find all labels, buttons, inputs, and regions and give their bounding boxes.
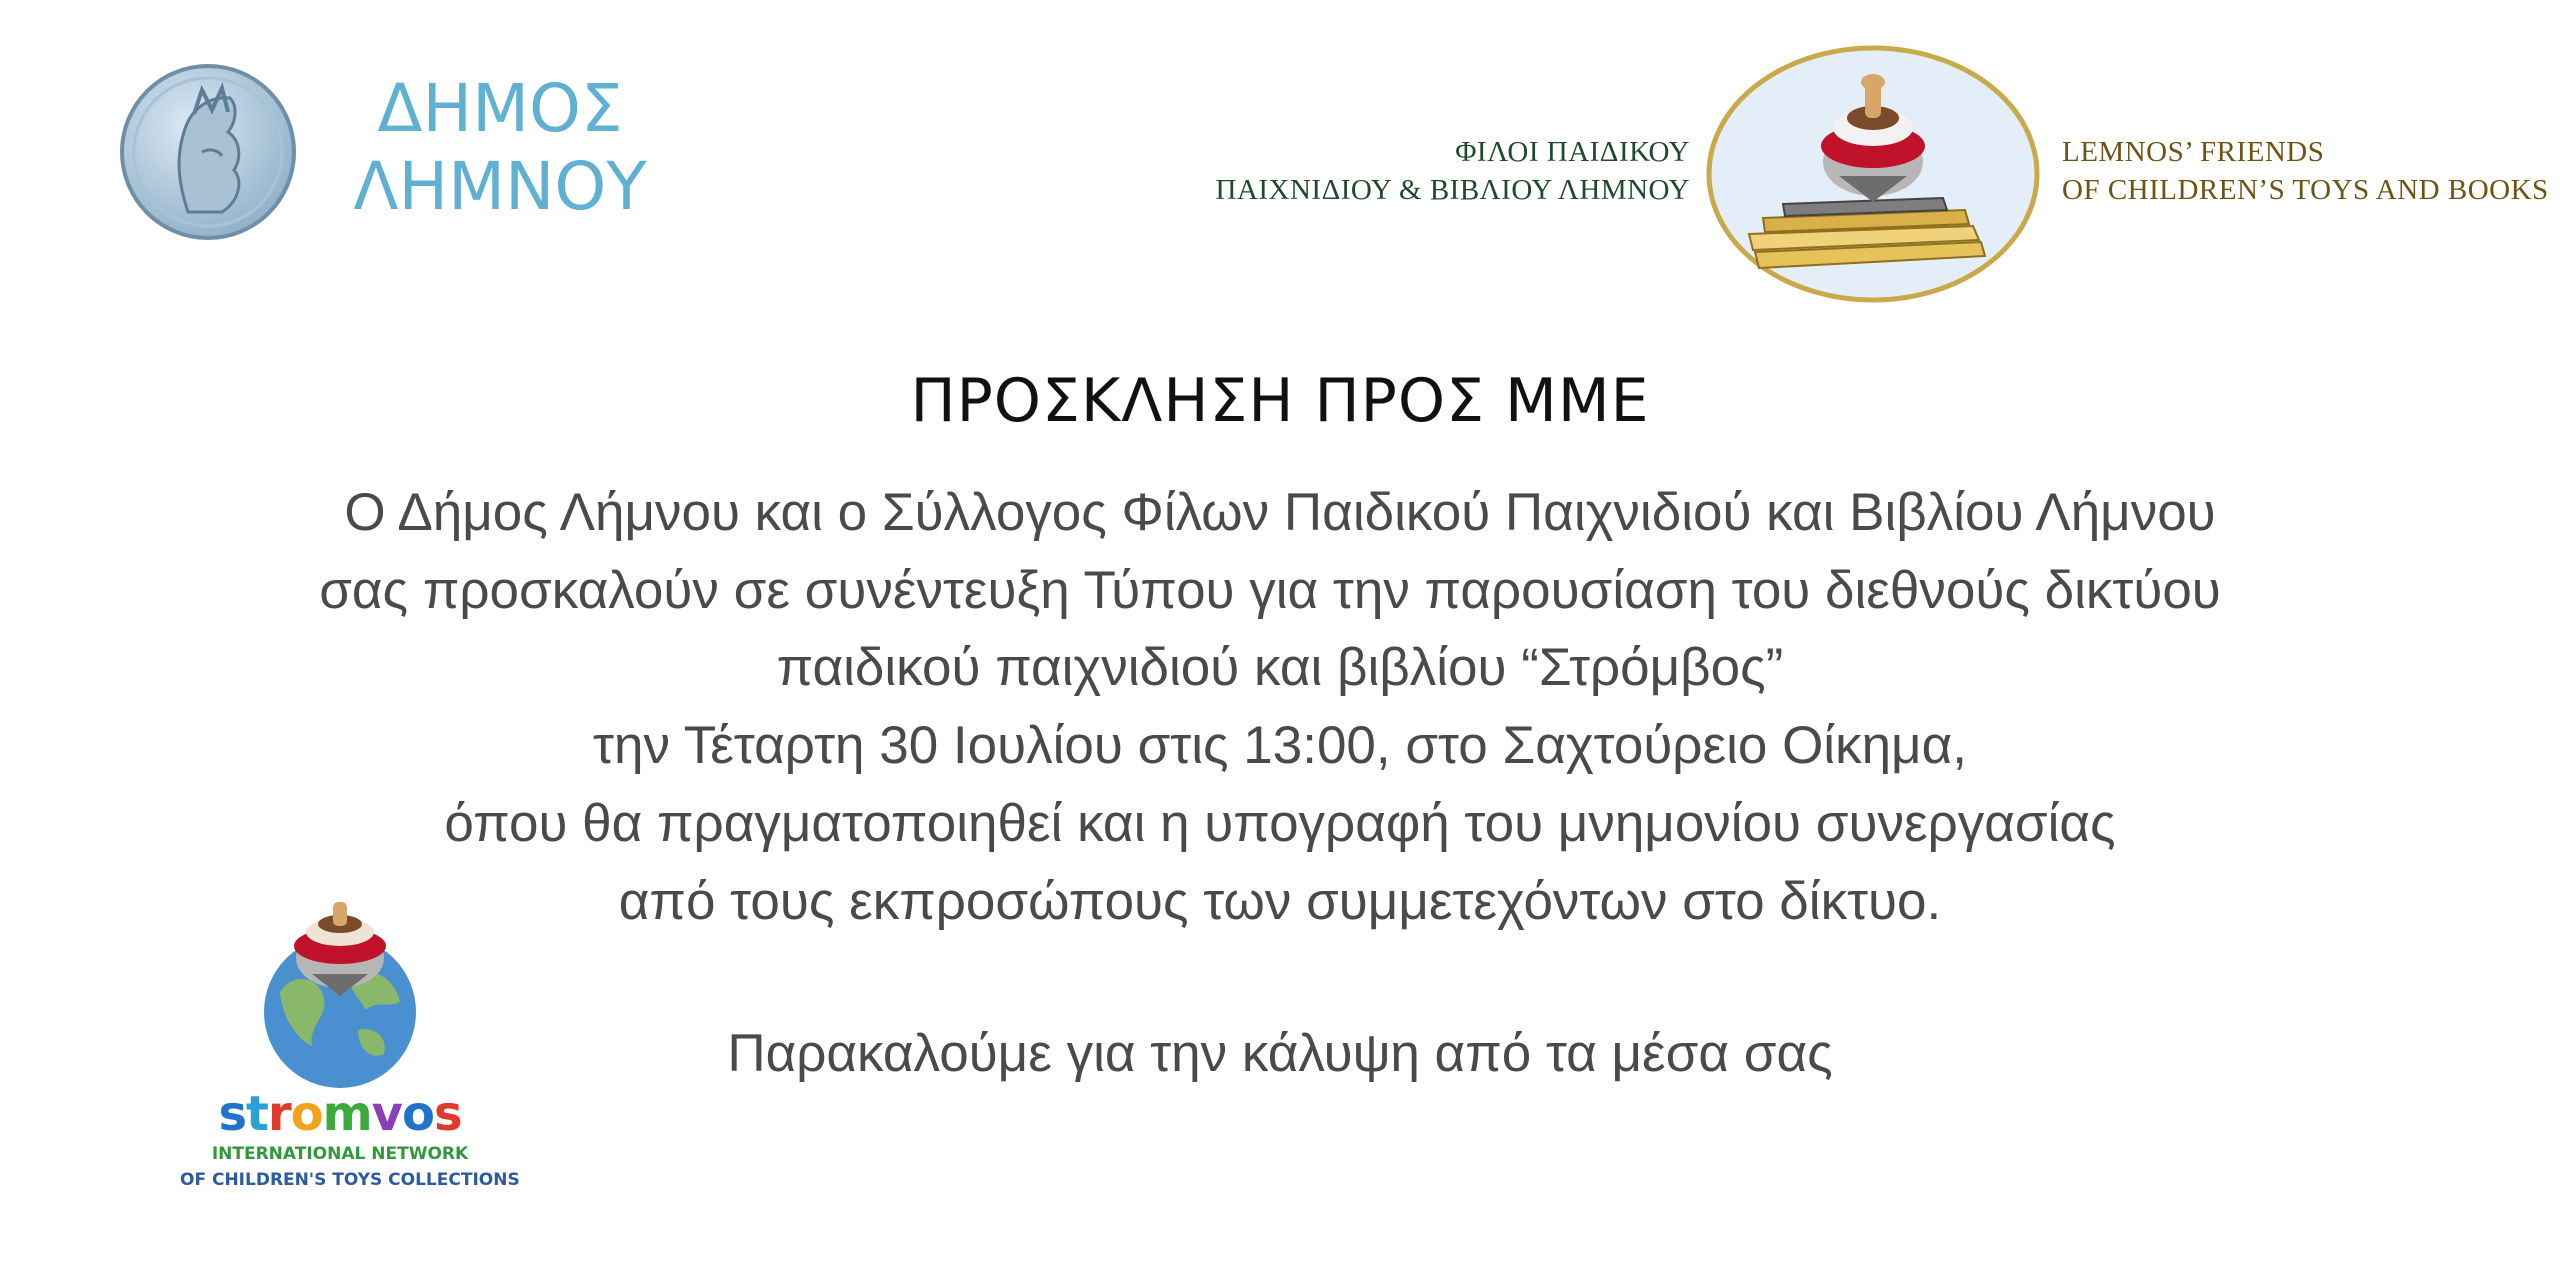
body-line-6: από τους εκπροσώπους των συμμετεχόντων στο δίκτυο. — [618, 872, 1942, 931]
stromvos-tagline-line2: OF CHILDREN'S TOYS COLLECTIONS — [180, 1170, 520, 1190]
stromvos-globe-top-logo — [250, 900, 430, 1090]
stromvos-letter: o — [401, 1086, 434, 1142]
body-line-3: παιδικού παιχνιδιού και βιβλίου “Στρόμβος” — [776, 638, 1784, 697]
stromvos-letter: t — [246, 1086, 268, 1142]
municipality-name-line1: ΔΗΜΟΣ — [377, 70, 623, 147]
municipality-coin-logo — [118, 62, 298, 242]
body-line-2: σας προσκαλούν σε συνέντευξη Τύπου για την παρουσίαση του διεθνούς δικτύου — [319, 561, 2221, 620]
stromvos-letter: v — [371, 1086, 402, 1142]
stromvos-letter: r — [268, 1086, 291, 1142]
body-line-5: όπου θα πραγματοποιηθεί και η υπογραφή του μνημονίου συνεργασίας — [444, 794, 2116, 853]
closing-line: Παρακαλούμε για την κάλυψη από τα μέσα σας — [727, 1024, 1833, 1083]
stromvos-wordmark — [200, 1086, 480, 1142]
body-line-1: Ο Δήμος Λήμνου και ο Σύλλογος Φίλων Παιδικού Παιχνιδιού και Βιβλίου Λήμνου — [344, 483, 2216, 542]
municipality-name-line2: ΛΗΜΝΟΥ — [353, 148, 647, 225]
friends-english-line2: OF CHILDREN’S TOYS AND BOOKS — [2062, 174, 2549, 206]
stromvos-letter: m — [322, 1086, 372, 1142]
stromvos-tagline-line1: INTERNATIONAL NETWORK — [211, 1144, 469, 1164]
stromvos-letter: o — [290, 1086, 323, 1142]
page-title: ΠΡΟΣΚΛΗΣΗ ΠΡΟΣ ΜΜΕ — [910, 366, 1650, 436]
friends-greek-line2: ΠΑΙΧΝΙΔΙΟΥ & ΒΙΒΛΙΟΥ ΛΗΜΝΟΥ — [1215, 174, 1690, 206]
body-line-4: την Τέταρτη 30 Ιουλίου στις 13:00, στο Σαχτούρειο Οίκημα, — [593, 716, 1967, 775]
spinning-top-books-logo — [1703, 42, 2043, 306]
friends-greek-line1: ΦΙΛΟΙ ΠΑΙΔΙΚΟΥ — [1455, 136, 1690, 168]
stromvos-letter: s — [218, 1086, 247, 1142]
friends-english-line1: LEMNOS’ FRIENDS — [2062, 136, 2325, 168]
stromvos-letter: s — [433, 1086, 462, 1142]
